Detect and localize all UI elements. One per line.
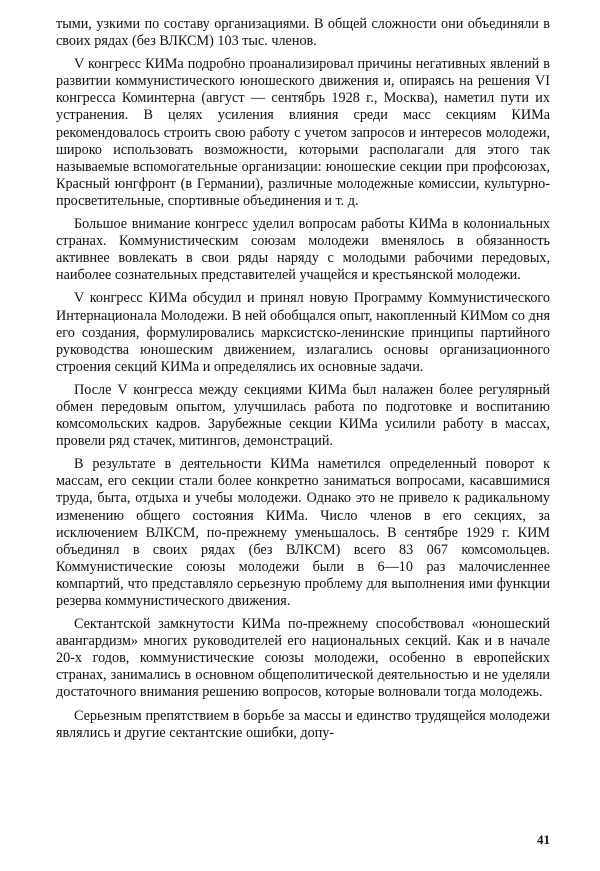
page-body: [56, 16, 550, 748]
paragraph-2: V конгресс КИМа подробно проанализировал причины негативных явлений в развитии коммунистического юношеского движения и, опираясь на решения VI конгресса Коминтерна (август — сентябрь 1928 г., Москва), наметил пути их устранения. В целях усиления влияния среди масс секциям КИМа рекомендовалось строить свою работу с учетом запросов и интересов молодежи, широко использовать возможности, которыми располагали для этого так называемые вспомогательные организации: юношеские секции при профсоюзах, Красный юнгфронт (в Германии), различные молодежные комиссии, культурно-просветительные, спортивные объединения и т. д.: [56, 56, 550, 209]
page-number: 41: [537, 832, 550, 847]
paragraph-4: V конгресс КИМа обсудил и принял новую Программу Коммунистического Интернационала Молодежи. В ней обобщался опыт, накопленный КИМом со дня его создания, формулировались марксистско-ленинские принципы партийного руководства юношеским движением, излагались основы организационного строения секций КИМа и определялись их основные задачи.: [56, 290, 550, 375]
paragraph-1: тыми, узкими по составу организациями. В общей сложности они объединяли в своих рядах (без ВЛКСМ) 103 тыс. членов.: [56, 16, 550, 50]
paragraph-7: Сектантской замкнутости КИМа по-прежнему способствовал «юношеский авангардизм» многих руководителей его национальных секций. Как и в начале 20-х годов, коммунистические союзы молодежи, особенно в европейских странах, занимались в основном общеполитической деятельностью и не уделяли достаточного внимания решению вопросов, которые волновали тогда молодежь.: [56, 616, 550, 701]
paragraph-5: После V конгресса между секциями КИМа был налажен более регулярный обмен передовым опытом, улучшилась работа по подготовке и воспитанию комсомольских кадров. Зарубежные секции КИМа усилили работу в массах, провели ряд стачек, митингов, демонстраций.: [56, 381, 550, 450]
paragraph-3: Большое внимание конгресс уделил вопросам работы КИМа в колониальных странах. Коммунистическим союзам молодежи вменялось в обязанность активнее вовлекать в свои ряды наряду с молодыми рабочими передовых, наиболее сознательных представителей учащейся и крестьянской молодежи.: [56, 216, 550, 284]
paragraph-6: В результате в деятельности КИМа наметился определенный поворот к массам, его секции стали более конкретно заниматься вопросами, касавшимися труда, быта, отдыха и учебы молодежи. Однако это не привело к радикальному изменению общего состояния КИМа. Число членов в его секциях, за исключением ВЛКСМ, по-прежнему уменьшалось. В сентябре 1929 г. КИМ объединял в своих рядах (без ВЛКСМ) всего 83 067 комсомольцев. Коммунистические союзы молодежи были в 6—10 раз малочисленнее компартий, что представляло серьезную проблему для выполнения ими функции резерва коммунистического движения.: [56, 456, 550, 609]
paragraph-8: Серьезным препятствием в борьбе за массы и единство трудящейся молодежи являлись и другие сектантские ошибки, допу-: [56, 707, 550, 741]
